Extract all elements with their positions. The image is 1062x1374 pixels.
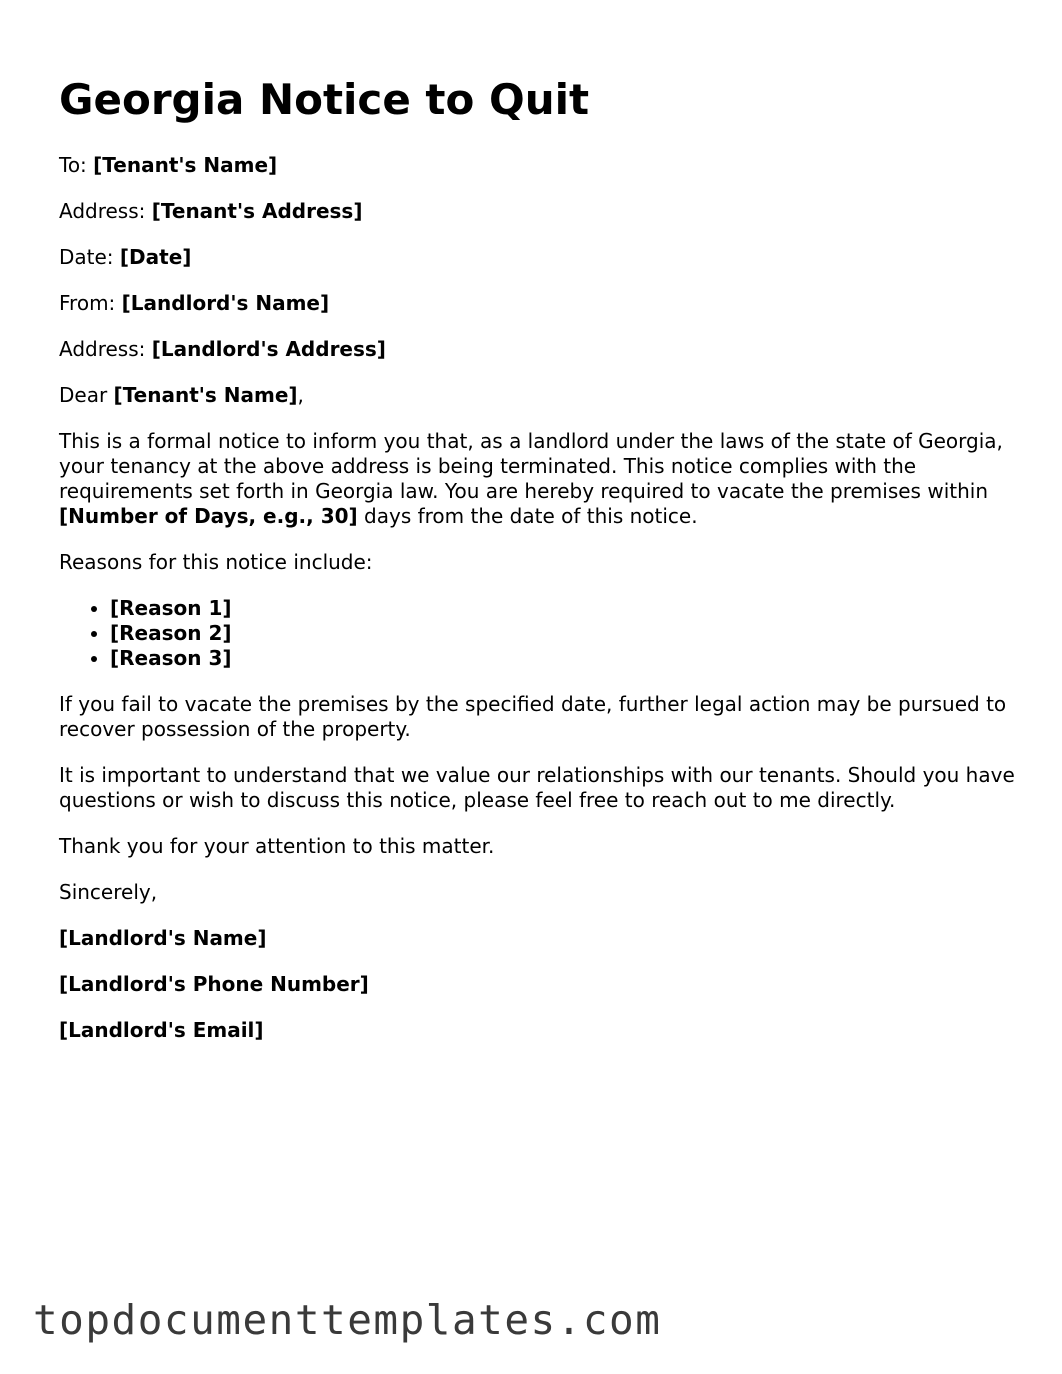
tenant-address-field <box>59 199 1019 224</box>
reasons-intro: Reasons for this notice include: <box>59 550 373 574</box>
page-title: Georgia Notice to Quit <box>59 75 590 124</box>
tenant-address-value: [Tenant's Address] <box>151 199 363 223</box>
signature-email: [Landlord's Email] <box>59 1018 264 1042</box>
landlord-address-field <box>59 337 1019 362</box>
salutation-suffix: , <box>297 383 304 407</box>
salutation <box>59 383 1019 408</box>
reason-item: • [Reason 2] <box>110 621 1019 646</box>
from-field <box>59 291 1019 316</box>
to-label: To: <box>59 153 87 177</box>
watermark-text: topdocumenttemplates.com <box>33 1296 662 1344</box>
tenant-address-label: Address: <box>59 199 146 223</box>
date-label: Date: <box>59 245 114 269</box>
closing: Sincerely, <box>59 880 158 904</box>
reason-item: • [Reason 1] <box>110 596 1019 621</box>
body-paragraph-notice <box>59 429 1019 529</box>
signature-name: [Landlord's Name] <box>59 926 267 950</box>
body-paragraph-legal: If you fail to vacate the premises by the specified date, further legal action may be pursued to recover possession of the property. <box>59 692 1007 741</box>
from-value: [Landlord's Name] <box>121 291 330 315</box>
to-value: [Tenant's Name] <box>93 153 278 177</box>
landlord-address-label: Address: <box>59 337 146 361</box>
date-value: [Date] <box>119 245 192 269</box>
signature-phone: [Landlord's Phone Number] <box>59 972 369 996</box>
notice-text-after: days from the date of this notice. <box>364 504 698 528</box>
salutation-prefix: Dear <box>59 383 108 407</box>
notice-text-before: This is a formal notice to inform you that, as a landlord under the laws of the state of Georgia, your tenancy at the above address is being terminated. This notice complies with the requirements set forth in Georgia law. You are hereby required to vacate the premises within <box>59 429 1003 503</box>
salutation-name: [Tenant's Name] <box>113 383 298 407</box>
body-paragraph-relationship: It is important to understand that we value our relationships with our tenants. Should you have questions or wish to discuss this notice, please feel free to reach out to me directly. <box>59 763 1015 812</box>
from-label: From: <box>59 291 116 315</box>
date-field <box>59 245 1019 270</box>
reasons-list <box>59 596 1019 671</box>
document-page <box>59 72 1019 1064</box>
to-field <box>59 153 1019 178</box>
reason-item: • [Reason 3] <box>110 646 1019 671</box>
notice-days: [Number of Days, e.g., 30] <box>59 504 358 528</box>
thanks-line: Thank you for your attention to this matter. <box>59 834 495 858</box>
landlord-address-value: [Landlord's Address] <box>151 337 386 361</box>
